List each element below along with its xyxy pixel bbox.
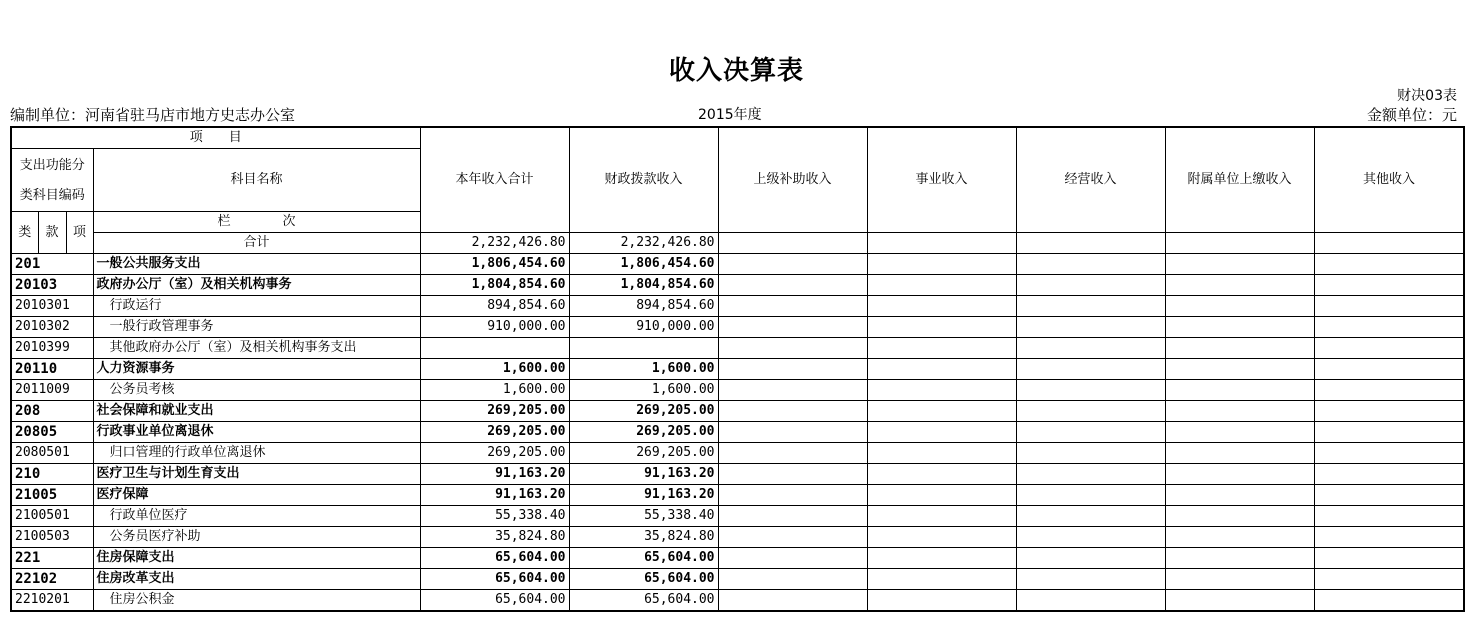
func-class-code-header — [11, 149, 93, 212]
row-business — [867, 296, 1016, 317]
row-business — [867, 401, 1016, 422]
row-affiliated — [1165, 527, 1314, 548]
row-superior — [718, 296, 867, 317]
row-business — [867, 464, 1016, 485]
total-row — [11, 233, 1464, 254]
subject-name-header: 科目名称 — [93, 149, 420, 212]
row-operating — [1016, 296, 1165, 317]
row-operating — [1016, 338, 1165, 359]
fiscal-year: 2015年度 — [698, 107, 762, 123]
row-fiscal: 1,600.00 — [569, 359, 718, 380]
row-operating — [1016, 422, 1165, 443]
row-other — [1314, 506, 1464, 527]
row-operating — [1016, 485, 1165, 506]
row-affiliated — [1165, 296, 1314, 317]
row-business — [867, 338, 1016, 359]
row-total: 269,205.00 — [420, 422, 569, 443]
row-superior — [718, 422, 867, 443]
row-business — [867, 275, 1016, 296]
row-operating — [1016, 464, 1165, 485]
row-operating — [1016, 506, 1165, 527]
row-business — [867, 548, 1016, 569]
subject-name: 公务员医疗补助 — [93, 527, 420, 548]
subject-code: 2010302 — [11, 317, 93, 338]
row-business — [867, 359, 1016, 380]
row-operating — [1016, 527, 1165, 548]
row-affiliated — [1165, 443, 1314, 464]
col-header-superior: 上级补助收入 — [718, 127, 867, 233]
row-other — [1314, 338, 1464, 359]
row-total: 55,338.40 — [420, 506, 569, 527]
row-operating — [1016, 359, 1165, 380]
subject-code: 221 — [11, 548, 93, 569]
row-total: 91,163.20 — [420, 485, 569, 506]
row-affiliated — [1165, 275, 1314, 296]
table-row — [11, 359, 1464, 380]
row-total — [420, 338, 569, 359]
row-other — [1314, 464, 1464, 485]
row-superior — [718, 548, 867, 569]
row-business — [867, 422, 1016, 443]
row-operating — [1016, 443, 1165, 464]
row-operating — [1016, 401, 1165, 422]
row-affiliated — [1165, 569, 1314, 590]
row-other — [1314, 275, 1464, 296]
row-fiscal: 1,804,854.60 — [569, 275, 718, 296]
table-row — [11, 317, 1464, 338]
total-other — [1314, 233, 1464, 254]
row-total: 65,604.00 — [420, 590, 569, 612]
row-fiscal: 1,600.00 — [569, 380, 718, 401]
row-total: 1,806,454.60 — [420, 254, 569, 275]
subject-code: 22102 — [11, 569, 93, 590]
row-superior — [718, 464, 867, 485]
row-superior — [718, 254, 867, 275]
total-fiscal: 2,232,426.80 — [569, 233, 718, 254]
subject-name: 行政运行 — [93, 296, 420, 317]
table-row — [11, 590, 1464, 612]
subject-name: 医疗保障 — [93, 485, 420, 506]
row-fiscal: 269,205.00 — [569, 443, 718, 464]
table-row — [11, 296, 1464, 317]
total-operating — [1016, 233, 1165, 254]
row-fiscal: 269,205.00 — [569, 422, 718, 443]
row-fiscal: 65,604.00 — [569, 548, 718, 569]
row-affiliated — [1165, 485, 1314, 506]
table-row — [11, 275, 1464, 296]
row-fiscal: 91,163.20 — [569, 485, 718, 506]
table-row — [11, 506, 1464, 527]
total-affiliated — [1165, 233, 1314, 254]
row-affiliated — [1165, 590, 1314, 612]
table-row — [11, 338, 1464, 359]
row-total: 269,205.00 — [420, 401, 569, 422]
row-operating — [1016, 569, 1165, 590]
col-header-total: 本年收入合计 — [420, 127, 569, 233]
subject-name: 医疗卫生与计划生育支出 — [93, 464, 420, 485]
row-affiliated — [1165, 506, 1314, 527]
row-affiliated — [1165, 548, 1314, 569]
row-business — [867, 590, 1016, 612]
row-affiliated — [1165, 317, 1314, 338]
subject-code: 2100503 — [11, 527, 93, 548]
row-affiliated — [1165, 380, 1314, 401]
col-header-fiscal: 财政拨款收入 — [569, 127, 718, 233]
row-total: 894,854.60 — [420, 296, 569, 317]
table-row — [11, 380, 1464, 401]
row-fiscal: 894,854.60 — [569, 296, 718, 317]
row-superior — [718, 401, 867, 422]
kuan-header: 款 — [38, 212, 66, 254]
row-total: 35,824.80 — [420, 527, 569, 548]
compiling-unit: 编制单位：河南省驻马店市地方史志办公室 — [10, 106, 296, 124]
subject-name: 住房保障支出 — [93, 548, 420, 569]
header-row-item — [11, 127, 1464, 149]
row-fiscal: 91,163.20 — [569, 464, 718, 485]
row-other — [1314, 527, 1464, 548]
row-superior — [718, 527, 867, 548]
row-business — [867, 380, 1016, 401]
row-other — [1314, 590, 1464, 612]
subject-code: 2210201 — [11, 590, 93, 612]
row-superior — [718, 569, 867, 590]
subject-name: 行政单位医疗 — [93, 506, 420, 527]
row-other — [1314, 359, 1464, 380]
subject-name: 住房公积金 — [93, 590, 420, 612]
row-business — [867, 317, 1016, 338]
row-fiscal: 65,604.00 — [569, 590, 718, 612]
column-order-header: 栏 次 — [93, 212, 420, 233]
row-affiliated — [1165, 464, 1314, 485]
total-sum: 2,232,426.80 — [420, 233, 569, 254]
col-header-other: 其他收入 — [1314, 127, 1464, 233]
col-header-business: 事业收入 — [867, 127, 1016, 233]
subject-code: 20805 — [11, 422, 93, 443]
row-total: 1,600.00 — [420, 380, 569, 401]
table-row — [11, 254, 1464, 275]
row-fiscal: 910,000.00 — [569, 317, 718, 338]
table-row — [11, 548, 1464, 569]
subject-code: 2080501 — [11, 443, 93, 464]
total-business — [867, 233, 1016, 254]
row-business — [867, 569, 1016, 590]
subject-name: 其他政府办公厅（室）及相关机构事务支出 — [93, 338, 420, 359]
row-business — [867, 443, 1016, 464]
func-class-line1: 支出功能分 — [19, 158, 85, 173]
row-other — [1314, 317, 1464, 338]
subject-code: 20103 — [11, 275, 93, 296]
subject-code: 210 — [11, 464, 93, 485]
func-class-line2: 类科目编码 — [19, 188, 85, 203]
table-body — [11, 127, 1464, 611]
row-other — [1314, 254, 1464, 275]
row-total: 1,600.00 — [420, 359, 569, 380]
row-fiscal — [569, 338, 718, 359]
table-row — [11, 527, 1464, 548]
income-final-accounts-table — [10, 126, 1465, 612]
row-business — [867, 485, 1016, 506]
row-business — [867, 254, 1016, 275]
table-row — [11, 485, 1464, 506]
row-total: 1,804,854.60 — [420, 275, 569, 296]
subject-name: 一般公共服务支出 — [93, 254, 420, 275]
row-operating — [1016, 590, 1165, 612]
row-other — [1314, 401, 1464, 422]
table-row — [11, 422, 1464, 443]
subject-code: 2011009 — [11, 380, 93, 401]
money-unit: 金额单位：元 — [1366, 106, 1457, 124]
row-operating — [1016, 275, 1165, 296]
subject-code: 208 — [11, 401, 93, 422]
row-total: 91,163.20 — [420, 464, 569, 485]
row-superior — [718, 590, 867, 612]
row-business — [867, 506, 1016, 527]
table-row — [11, 443, 1464, 464]
subject-name: 公务员考核 — [93, 380, 420, 401]
item-header: 项 目 — [11, 127, 420, 149]
total-superior — [718, 233, 867, 254]
row-other — [1314, 569, 1464, 590]
row-affiliated — [1165, 359, 1314, 380]
col-header-affiliated: 附属单位上缴收入 — [1165, 127, 1314, 233]
row-affiliated — [1165, 401, 1314, 422]
subject-code: 2100501 — [11, 506, 93, 527]
row-total: 65,604.00 — [420, 569, 569, 590]
xiang-header: 项 — [66, 212, 93, 254]
row-superior — [718, 506, 867, 527]
row-superior — [718, 317, 867, 338]
row-superior — [718, 338, 867, 359]
row-superior — [718, 359, 867, 380]
row-other — [1314, 380, 1464, 401]
row-superior — [718, 275, 867, 296]
row-operating — [1016, 317, 1165, 338]
lei-header: 类 — [11, 212, 38, 254]
row-fiscal: 35,824.80 — [569, 527, 718, 548]
subject-name: 社会保障和就业支出 — [93, 401, 420, 422]
subject-name: 政府办公厅（室）及相关机构事务 — [93, 275, 420, 296]
subject-name: 住房改革支出 — [93, 569, 420, 590]
row-total: 269,205.00 — [420, 443, 569, 464]
row-operating — [1016, 380, 1165, 401]
row-operating — [1016, 548, 1165, 569]
row-superior — [718, 443, 867, 464]
row-affiliated — [1165, 422, 1314, 443]
row-other — [1314, 296, 1464, 317]
row-fiscal: 269,205.00 — [569, 401, 718, 422]
row-operating — [1016, 254, 1165, 275]
subject-code: 201 — [11, 254, 93, 275]
col-header-operating: 经营收入 — [1016, 127, 1165, 233]
subject-name: 人力资源事务 — [93, 359, 420, 380]
row-superior — [718, 485, 867, 506]
subject-name: 归口管理的行政单位离退休 — [93, 443, 420, 464]
subject-code: 2010399 — [11, 338, 93, 359]
total-label: 合计 — [93, 233, 420, 254]
row-other — [1314, 443, 1464, 464]
form-number: 财决03表 — [1397, 88, 1457, 104]
row-affiliated — [1165, 254, 1314, 275]
table-row — [11, 401, 1464, 422]
table-row — [11, 464, 1464, 485]
report-title: 收入决算表 — [668, 56, 804, 86]
row-fiscal: 55,338.40 — [569, 506, 718, 527]
row-total: 910,000.00 — [420, 317, 569, 338]
table-row — [11, 569, 1464, 590]
subject-name: 一般行政管理事务 — [93, 317, 420, 338]
row-fiscal: 65,604.00 — [569, 569, 718, 590]
row-superior — [718, 380, 867, 401]
row-business — [867, 527, 1016, 548]
row-fiscal: 1,806,454.60 — [569, 254, 718, 275]
subject-code: 20110 — [11, 359, 93, 380]
subject-code: 2010301 — [11, 296, 93, 317]
row-other — [1314, 422, 1464, 443]
row-total: 65,604.00 — [420, 548, 569, 569]
row-other — [1314, 548, 1464, 569]
subject-name: 行政事业单位离退休 — [93, 422, 420, 443]
row-other — [1314, 485, 1464, 506]
row-affiliated — [1165, 338, 1314, 359]
subject-code: 21005 — [11, 485, 93, 506]
